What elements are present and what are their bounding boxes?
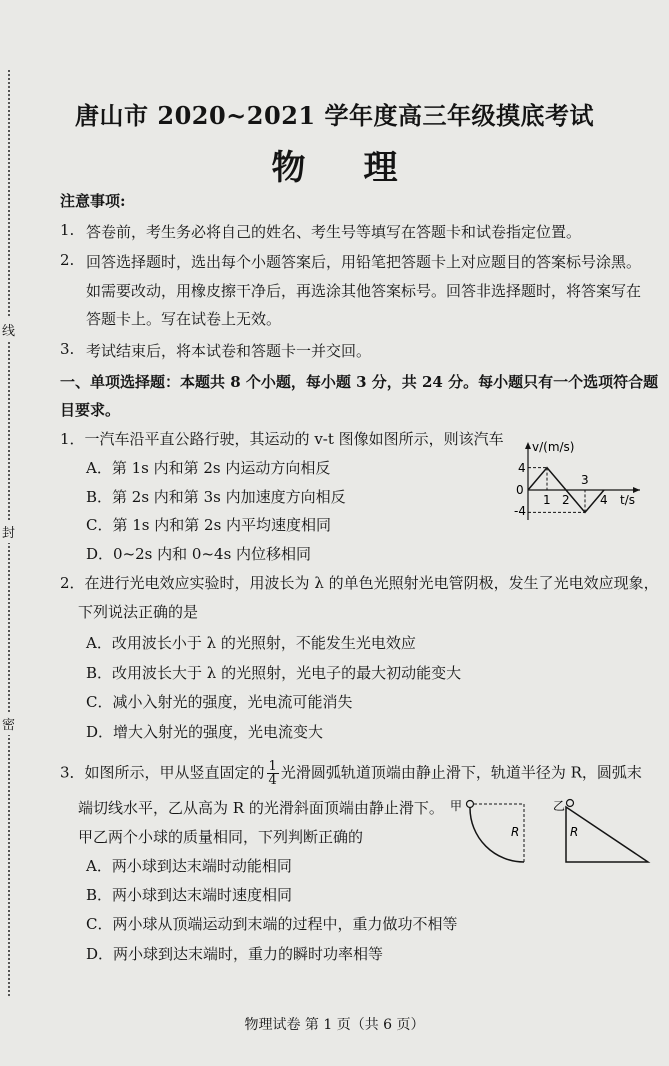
question-3-stem-cont: 端切线水平，乙从高为 R 的光滑斜面顶端由静止滑下。 [78,799,444,817]
y-axis-label: v/(m/s) [532,440,575,454]
binding-char-mi: 密 [2,712,15,735]
question-3-stem-cont2: 甲乙两个小球的质量相同，下列判断正确的 [78,828,364,846]
section-heading-cont: 目要求。 [60,401,121,419]
q3-option-d: D．两小球到达末端时，重力的瞬时功率相等 [86,945,384,963]
q3-figure [448,792,658,872]
section-heading: 一、单项选择题：本题共 8 个小题，每小题 3 分，共 24 分。每小题只有一个选项符合题 [60,373,659,391]
y-tick-label: -4 [514,504,526,518]
notice-line: 回答选择题时，选出每个小题答案后，用铅笔把答题卡上对应题目的答案标号涂黑。 [86,253,642,271]
q3-stem-post: 光滑圆弧轨道顶端由静止滑下，轨道半径为 R，圆弧末 [280,763,642,782]
fig-r-label: R [511,825,520,839]
q1-option-c: C．第 1s 内和第 2s 内平均速度相同 [86,516,332,534]
q3-option-c: C．两小球从顶端运动到末端的过程中，重力做功不相等 [86,915,458,933]
y-tick-label: 4 [518,461,526,475]
q3-frac-den: 4 [268,773,277,788]
binding-char-feng: 封 [2,520,15,543]
question-2-stem: 2．在进行光电效应实验时，用波长为 λ 的单色光照射光电管阴极，发生了光电效应现象， [60,574,659,592]
notice-line: 考试结束后，将本试卷和答题卡一并交回。 [86,342,372,360]
x-tick-label: 4 [600,493,608,507]
notice-line: 答题卡上。写在试卷上无效。 [86,310,282,328]
q1-option-a: A．第 1s 内和第 2s 内运动方向相反 [86,459,331,477]
q2-option-a: A．改用波长小于 λ 的光照射，不能发生光电效应 [86,634,416,652]
ball-jia [467,801,474,808]
x-tick-label: 1 [543,493,551,507]
q2-option-c: C．减小入射光的强度，光电流可能消失 [86,693,353,711]
q3-fraction [267,760,279,787]
question-2-stem-cont: 下列说法正确的是 [78,603,199,621]
notice-heading: 注意事项: [60,192,126,210]
q3-frac-num: 1 [268,759,277,774]
ball-yi [567,800,574,807]
x-tick-label: 3 [581,473,589,487]
notice-line: 如需要改动，用橡皮擦干净后，再选涂其他答案标号。回答非选择题时，将答案写在 [86,282,642,300]
fig-r-label: R [570,825,579,839]
fig-label-jia: 甲 [450,799,463,813]
q3-option-a: A．两小球到达末端时动能相同 [86,857,292,875]
question-1-stem: 1．一汽车沿平直公路行驶，其运动的 v-t 图像如图所示，则该汽车 [60,430,504,448]
q1-option-b: B．第 2s 内和第 3s 内加速度方向相反 [86,488,346,506]
notice-line: 答卷前，考生务必将自己的姓名、考生号等填写在答题卡和试卷指定位置。 [86,223,582,241]
q3-option-b: B．两小球到达末端时速度相同 [86,886,293,904]
notice-num-1: 1. [60,221,75,239]
exam-title: 唐山市 2020~2021 学年度高三年级摸底考试 [75,101,594,130]
subject-title: 物理 [271,148,456,188]
q1-vt-graph [492,438,652,528]
question-3-stem [60,760,642,787]
page-footer: 物理试卷 第 1 页（共 6 页） [244,1017,425,1033]
q2-option-d: D．增大入射光的强度，光电流变大 [86,723,324,741]
notice-num-3: 3. [60,340,75,358]
y-axis-arrow [525,442,531,449]
q1-option-d: D．0~2s 内和 0~4s 内位移相同 [86,545,312,563]
x-axis-label: t/s [620,493,635,507]
q2-option-b: B．改用波长大于 λ 的光照射，光电子的最大初动能变大 [86,664,462,682]
binding-char-xian: 线 [2,318,15,341]
origin-label: 0 [516,483,524,497]
notice-num-2: 2. [60,251,75,269]
q3-stem-pre: 3．如图所示，甲从竖直固定的 [60,763,265,782]
fig-label-yi: 乙 [553,799,566,813]
x-tick-label: 2 [562,493,570,507]
